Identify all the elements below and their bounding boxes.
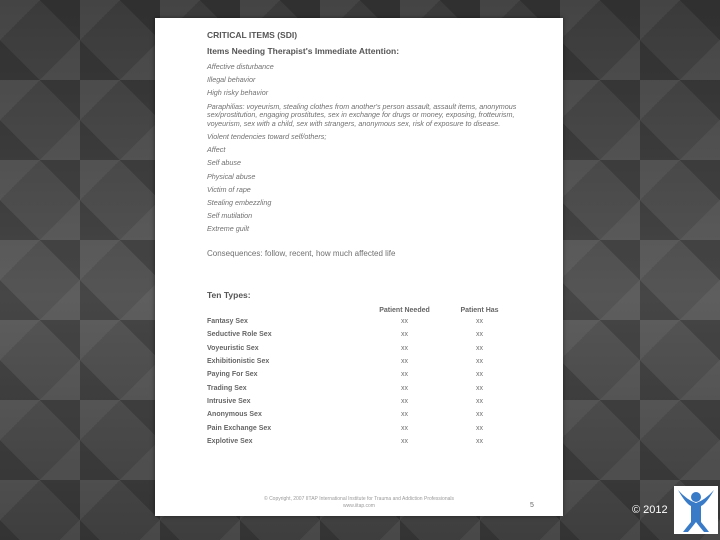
patient-has-cell: xx: [476, 397, 483, 405]
attention-list: [207, 63, 547, 238]
attention-item: Violent tendencies toward self/others;: [207, 131, 327, 141]
table-header-needed: Patient Needed: [379, 306, 430, 314]
type-name-cell: Anonymous Sex: [207, 411, 262, 419]
page-number: 5: [530, 502, 534, 509]
patient-has-cell: xx: [476, 331, 483, 339]
logo-icon: [674, 486, 718, 534]
document-subtitle: Items Needing Therapist's Immediate Attention:: [207, 46, 400, 56]
table-header-has: Patient Has: [460, 306, 499, 314]
attention-item: Self abuse: [207, 158, 241, 168]
table-row: [207, 435, 517, 448]
patient-has-cell: xx: [476, 384, 483, 392]
patient-has-cell: xx: [476, 344, 483, 352]
patient-has-cell: xx: [476, 371, 483, 379]
attention-item: Self mutilation: [207, 211, 253, 221]
patient-needed-cell: xx: [401, 318, 408, 326]
type-name-cell: Paying For Sex: [207, 371, 258, 379]
patient-needed-cell: xx: [401, 424, 408, 432]
type-name-cell: Pain Exchange Sex: [207, 424, 272, 432]
patient-needed-cell: xx: [401, 411, 408, 419]
attention-item: Physical abuse: [207, 171, 256, 181]
table-row: [207, 328, 517, 341]
patient-needed-cell: xx: [401, 331, 408, 339]
table-row: [207, 368, 517, 381]
type-name-cell: Intrusive Sex: [207, 397, 251, 405]
patient-needed-cell: xx: [401, 371, 408, 379]
types-heading: Ten Types:: [207, 290, 251, 300]
patient-has-cell: xx: [476, 424, 483, 432]
table-row: [207, 408, 517, 421]
attention-item: Extreme guilt: [207, 224, 249, 234]
document-title: CRITICAL ITEMS (SDI): [207, 30, 298, 40]
patient-has-cell: xx: [476, 437, 483, 445]
table-row: [207, 355, 517, 368]
attention-item: Affective disturbance: [207, 62, 274, 71]
type-name-cell: Voyeuristic Sex: [207, 344, 259, 352]
table-body: [207, 315, 517, 448]
document-footer: [155, 496, 563, 510]
table-row: [207, 381, 517, 394]
table-row: [207, 421, 517, 434]
patient-needed-cell: xx: [401, 397, 408, 405]
patient-has-cell: xx: [476, 318, 483, 326]
patient-has-cell: xx: [476, 358, 483, 366]
attention-item: Paraphilias: voyeurism, stealing clothes from another's person assault, assault items, anonymous sex/prostitution, engaging prostitutes, sex in exchange for drugs or money, exposing, frotteurism, voyeurism, sex with a child, sex with strangers, anonymous sex, risk of exposure to disease.: [207, 101, 517, 128]
table-header-type: [207, 305, 367, 315]
consequences-text: Consequences: follow, recent, how much affected life: [207, 249, 396, 258]
footer-copyright: © Copyright, 2007 IITAP International Institute for Trauma and Addiction Professionals: [264, 496, 454, 502]
patient-needed-cell: xx: [401, 384, 408, 392]
attention-item: Stealing embezzling: [207, 197, 272, 207]
type-name-cell: Exhibitionistic Sex: [207, 358, 270, 366]
type-name-cell: Trading Sex: [207, 384, 247, 392]
types-table: [207, 305, 517, 448]
document-page: [155, 18, 563, 516]
type-name-cell: Explotive Sex: [207, 437, 253, 445]
table-row: [207, 342, 517, 355]
person-arms-raised-logo: [674, 486, 718, 534]
type-name-cell: Fantasy Sex: [207, 318, 248, 326]
table-row: [207, 315, 517, 328]
attention-item: Illegal behavior: [207, 75, 256, 85]
attention-item: Victim of rape: [207, 184, 251, 194]
slide-copyright: © 2012: [632, 504, 668, 516]
patient-needed-cell: xx: [401, 358, 408, 366]
table-row: [207, 395, 517, 408]
patient-needed-cell: xx: [401, 437, 408, 445]
attention-item: Affect: [207, 145, 226, 155]
patient-needed-cell: xx: [401, 344, 408, 352]
type-name-cell: Seductive Role Sex: [207, 331, 272, 339]
patient-has-cell: xx: [476, 411, 483, 419]
attention-item: High risky behavior: [207, 88, 269, 98]
table-header-row: [207, 305, 517, 315]
footer-url: www.iitap.com: [343, 503, 375, 509]
